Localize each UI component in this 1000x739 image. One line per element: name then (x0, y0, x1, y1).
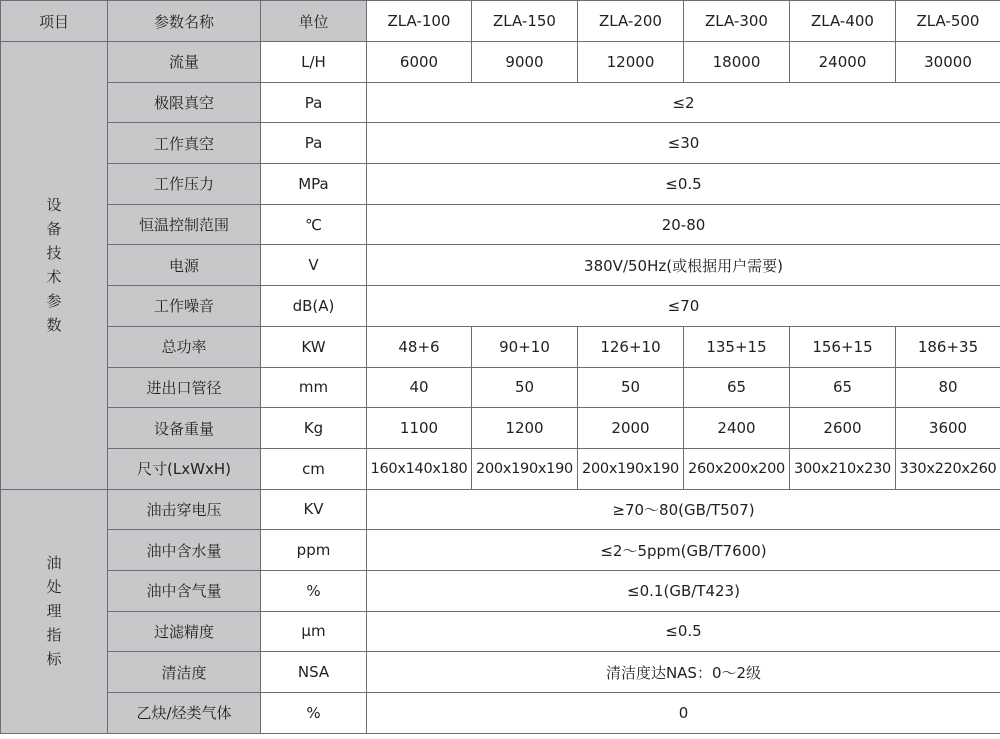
header-row (1, 1, 1000, 42)
param-value: 12000 (578, 42, 684, 83)
param-unit: % (261, 693, 367, 734)
param-name: 工作真空 (108, 123, 261, 164)
param-unit: KW (261, 326, 367, 367)
param-value: 156+15 (790, 326, 896, 367)
param-value-shared: ≥70～80(GB/T507) (367, 489, 1000, 530)
table-row (1, 367, 1000, 408)
param-value: 90+10 (472, 326, 578, 367)
param-unit: dB(A) (261, 286, 367, 327)
table-row (1, 123, 1000, 164)
param-unit: mm (261, 367, 367, 408)
param-value: 65 (684, 367, 790, 408)
param-unit: % (261, 570, 367, 611)
param-value: 30000 (896, 42, 1000, 83)
param-name: 清洁度 (108, 652, 261, 693)
param-unit: ppm (261, 530, 367, 571)
param-name: 总功率 (108, 326, 261, 367)
param-name: 极限真空 (108, 82, 261, 123)
header-model: ZLA-300 (684, 1, 790, 42)
param-value: 24000 (790, 42, 896, 83)
param-value: 186+35 (896, 326, 1000, 367)
param-value: 200x190x190 (578, 448, 684, 489)
param-name: 工作压力 (108, 164, 261, 205)
param-value-shared: ≤30 (367, 123, 1000, 164)
param-value: 160x140x180 (367, 448, 472, 489)
table-row (1, 286, 1000, 327)
category-oil (1, 489, 108, 733)
param-unit: L/H (261, 42, 367, 83)
param-value: 300x210x230 (790, 448, 896, 489)
table-row (1, 204, 1000, 245)
param-unit: V (261, 245, 367, 286)
table-row (1, 611, 1000, 652)
header-model: ZLA-200 (578, 1, 684, 42)
param-value: 65 (790, 367, 896, 408)
table-row (1, 164, 1000, 205)
param-value: 48+6 (367, 326, 472, 367)
header-unit: 单位 (261, 1, 367, 42)
param-name: 恒温控制范围 (108, 204, 261, 245)
param-value: 1100 (367, 408, 472, 449)
header-model: ZLA-500 (896, 1, 1000, 42)
param-value-shared: ≤70 (367, 286, 1000, 327)
param-value-shared: ≤0.1(GB/T423) (367, 570, 1000, 611)
param-value-shared: 清洁度达NAS：0～2级 (367, 652, 1000, 693)
table-row (1, 42, 1000, 83)
param-name: 乙炔/烃类气体 (108, 693, 261, 734)
param-value: 9000 (472, 42, 578, 83)
param-unit: μm (261, 611, 367, 652)
category-label: 油 处 理 指 标 (46, 554, 62, 669)
param-unit: MPa (261, 164, 367, 205)
table-row (1, 448, 1000, 489)
param-value: 50 (578, 367, 684, 408)
param-value: 2600 (790, 408, 896, 449)
param-value: 80 (896, 367, 1000, 408)
param-name: 过滤精度 (108, 611, 261, 652)
param-value: 6000 (367, 42, 472, 83)
table-row (1, 652, 1000, 693)
param-value-shared: ≤2 (367, 82, 1000, 123)
param-value: 260x200x200 (684, 448, 790, 489)
param-name: 进出口管径 (108, 367, 261, 408)
param-value: 126+10 (578, 326, 684, 367)
header-model: ZLA-400 (790, 1, 896, 42)
param-name: 油中含气量 (108, 570, 261, 611)
table-row (1, 489, 1000, 530)
param-name: 设备重量 (108, 408, 261, 449)
table-row (1, 245, 1000, 286)
param-name: 尺寸(LxWxH) (108, 448, 261, 489)
table-row (1, 570, 1000, 611)
param-value: 1200 (472, 408, 578, 449)
param-value-shared: ≤0.5 (367, 164, 1000, 205)
param-value: 50 (472, 367, 578, 408)
table-row (1, 408, 1000, 449)
param-value: 3600 (896, 408, 1000, 449)
category-label: 设 备 技 术 参 数 (46, 196, 62, 335)
table-row (1, 530, 1000, 571)
param-value-shared: 0 (367, 693, 1000, 734)
header-model: ZLA-100 (367, 1, 472, 42)
param-name: 工作噪音 (108, 286, 261, 327)
param-value: 40 (367, 367, 472, 408)
param-value: 330x220x260 (896, 448, 1000, 489)
category-equipment (1, 42, 108, 490)
param-value-shared: ≤2～5ppm(GB/T7600) (367, 530, 1000, 571)
param-value: 135+15 (684, 326, 790, 367)
param-unit: ℃ (261, 204, 367, 245)
param-value: 18000 (684, 42, 790, 83)
param-value-shared: ≤0.5 (367, 611, 1000, 652)
param-name: 电源 (108, 245, 261, 286)
param-value: 2400 (684, 408, 790, 449)
param-value: 2000 (578, 408, 684, 449)
param-value-shared: 20-80 (367, 204, 1000, 245)
param-unit: Pa (261, 123, 367, 164)
param-name: 油中含水量 (108, 530, 261, 571)
header-model: ZLA-150 (472, 1, 578, 42)
header-item: 项目 (1, 1, 108, 42)
table-row (1, 326, 1000, 367)
header-param: 参数名称 (108, 1, 261, 42)
table-row (1, 693, 1000, 734)
param-name: 流量 (108, 42, 261, 83)
param-value-shared: 380V/50Hz(或根据用户需要) (367, 245, 1000, 286)
param-unit: KV (261, 489, 367, 530)
param-unit: Pa (261, 82, 367, 123)
param-unit: cm (261, 448, 367, 489)
param-unit: NSA (261, 652, 367, 693)
table-row (1, 82, 1000, 123)
param-name: 油击穿电压 (108, 489, 261, 530)
param-value: 200x190x190 (472, 448, 578, 489)
param-unit: Kg (261, 408, 367, 449)
